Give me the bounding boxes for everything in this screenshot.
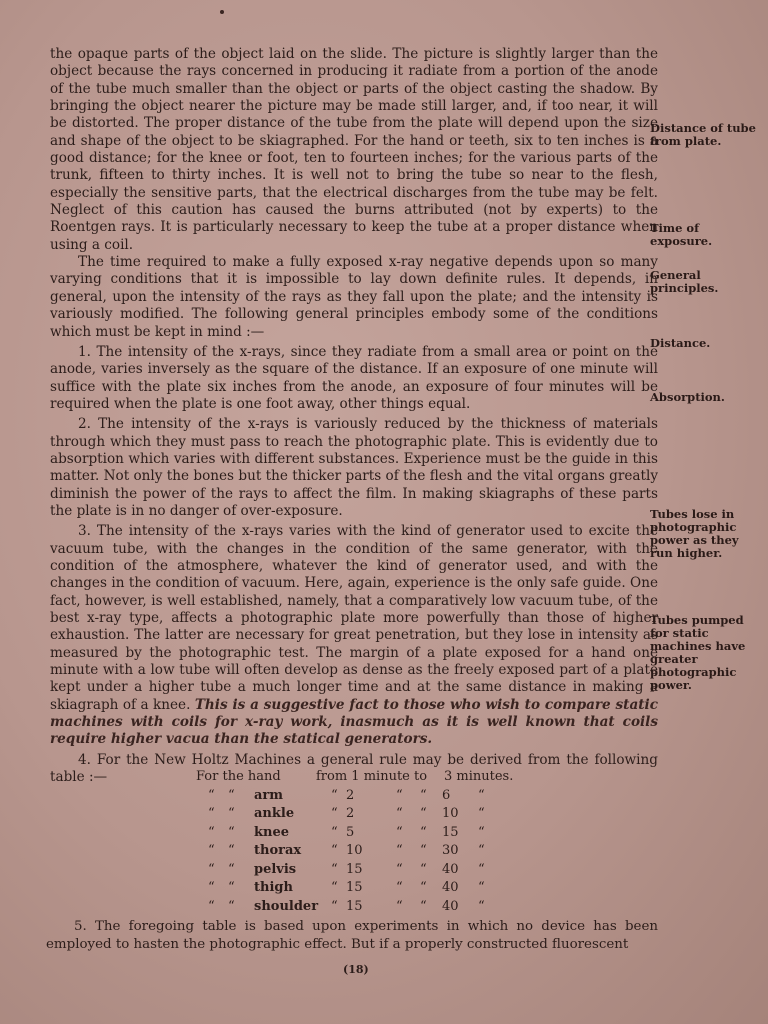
body-text [50, 46, 658, 786]
margin-note-distance: Distance. [650, 336, 711, 350]
principle-3-text: 3. The intensity of the x-rays varies with the kind of generator used to excite the vacuum tube, with the changes in the condition of the same generator, with the condition of the atmosphere, whatever the kind of generator used, and with the changes in the condition of vacuum. Here, again, experience is the only safe guide. One fact, however, is well established, namely, that a comparatively low vacuum tube, of the best x-ray type, affects a photographic plate more powerfully than those of higher exhaustion. The latter are necessary for great penetration, but they lose in intensity as measured by the photographic test. The margin of a plate exposed for a hand one minute with a low tube will often develop as dense as the freely exposed part of a plate kept under a higher tube a much longer time and at the same distance in making a skiagraph of a knee. [50, 523, 658, 713]
ditto-mark: “ [331, 861, 338, 877]
margin-note-general-principles: General principles. [650, 268, 719, 295]
paragraph-principle-5: 5. The foregoing table is based upon experiments in which no device has been employed to hasten the photographic effect. But if a properly constructed fluorescent [46, 919, 658, 952]
ditto-mark: “ [228, 843, 235, 858]
ditto-mark: “ [396, 824, 403, 840]
ditto-mark: “ [228, 861, 235, 877]
ditto-mark: “ [396, 787, 403, 803]
ditto-mark: “ [208, 861, 215, 877]
ditto-mark: “ [420, 861, 427, 877]
ditto-mark: “ [420, 806, 427, 821]
ditto-mark: “ [478, 806, 485, 821]
paragraph-principle-4: 4. For the New Holtz Machines a general rule may be derived from the following table :— [50, 751, 658, 786]
minutes-to: 6 [442, 787, 451, 803]
ditto-mark: “ [208, 880, 215, 895]
page-number: (18) [343, 963, 369, 976]
body-part: knee [254, 824, 290, 840]
minutes-from: 10 [346, 843, 363, 858]
minutes-from: 15 [346, 861, 363, 877]
table-header-to: 3 minutes. [444, 769, 514, 784]
minutes-from: 5 [346, 824, 355, 840]
paragraph-principle-2: 2. The intensity of the x-rays is variously reduced by the thickness of materials through which they must pass to reach the photographic plate. This is evidently due to absorption which varies with different substances. Experience must be the guide in this matter. Not only the bones but the thicker parts of the flesh and the vital organs greatly diminish the power of the rays to affect the film. In making skiagraphs of these parts the plate is in no danger of over-exposure. [50, 416, 658, 519]
minutes-to: 40 [442, 861, 459, 877]
ditto-mark: “ [331, 824, 338, 840]
ditto-mark: “ [396, 806, 403, 821]
ditto-mark: “ [228, 787, 235, 803]
paragraph-principle-1: 1. The intensity of the x-rays, since they radiate from a small area or point on the anode, varies inversely as the square of the distance. If an exposure of one minute will suffice with the plate six inches from the anode, an exposure of four minutes will be required when the plate is one foot away, other things equal. [50, 343, 658, 412]
ditto-mark: “ [478, 861, 485, 877]
body-part: pelvis [254, 861, 297, 877]
margin-note-tubes-pumped-static: Tubes pumped for static machines have greater photographic power. [650, 613, 746, 692]
ditto-mark: “ [228, 806, 235, 821]
table-header-label: For the hand [196, 769, 281, 784]
ditto-mark: “ [208, 824, 215, 840]
body-part: ankle [254, 806, 295, 821]
ditto-mark: “ [396, 843, 403, 858]
minutes-to: 40 [442, 880, 459, 895]
ditto-mark: “ [331, 880, 338, 895]
ditto-mark: “ [208, 898, 215, 914]
ditto-mark: “ [208, 806, 215, 821]
minutes-from: 15 [346, 898, 363, 914]
minutes-from: 2 [346, 787, 355, 803]
minutes-to: 15 [442, 824, 459, 840]
body-part: arm [254, 787, 284, 803]
ditto-mark: “ [478, 843, 485, 858]
ditto-mark: “ [478, 824, 485, 840]
tail-text [46, 918, 658, 953]
minutes-from: 15 [346, 880, 363, 895]
minutes-to: 40 [442, 898, 459, 914]
ditto-mark: “ [420, 787, 427, 803]
body-part: shoulder [254, 898, 319, 914]
ditto-mark: “ [420, 898, 427, 914]
minutes-from: 2 [346, 806, 355, 821]
paragraph-principle-3 [50, 523, 658, 748]
table-header-from: from 1 minute to [316, 769, 428, 784]
minutes-to: 10 [442, 806, 459, 821]
ditto-mark: “ [228, 898, 235, 914]
ditto-mark: “ [228, 824, 235, 840]
ditto-mark: “ [396, 898, 403, 914]
page-speck [220, 10, 224, 14]
ditto-mark: “ [396, 861, 403, 877]
margin-note-absorption: Absorption. [650, 390, 725, 404]
ditto-mark: “ [420, 880, 427, 895]
minutes-to: 30 [442, 843, 459, 858]
ditto-mark: “ [420, 824, 427, 840]
body-part: thigh [254, 880, 293, 895]
ditto-mark: “ [420, 843, 427, 858]
ditto-mark: “ [478, 787, 485, 803]
ditto-mark: “ [331, 806, 338, 821]
ditto-mark: “ [208, 787, 215, 803]
paragraph-tube-distance: the opaque parts of the object laid on the slide. The picture is slightly larger than the object because the rays concerned in producing it radiate from a portion of the anode of the tube much smaller than the object or parts of the object casting the shadow. By bringing the object nearer the picture may be made still larger, and, if too near, it will be distorted. The proper distance of the tube from the plate will depend upon the size and shape of the object to be skiagraphed. For the hand or teeth, six to ten inches is a good distance; for the knee or foot, ten to fourteen inches; for the various parts of the trunk, fifteen to thirty inches. It is well not to bring the tube so near to the flesh, especially the sensitive parts, that the electrical discharges from the tube may be felt. Neglect of this caution has caused the burns attributed (not by experts) to the Roentgen rays. It is particularly necessary to keep the tube at a proper distance when using a coil. [50, 46, 658, 253]
ditto-mark: “ [331, 843, 338, 858]
ditto-mark: “ [228, 880, 235, 895]
ditto-mark: “ [396, 880, 403, 895]
paragraph-exposure-time: The time required to make a fully exposed x-ray negative depends upon so many varying conditions that it is impossible to lay down definite rules. It depends, in general, upon the intensity of the rays as they fall upon the plate; and the intensity is variously modified. The following general principles embody some of the conditions which must be kept in mind :— [50, 254, 658, 340]
margin-note-distance-of-tube: Distance of tube from plate. [650, 121, 756, 148]
body-part: thorax [254, 843, 302, 858]
ditto-mark: “ [331, 898, 338, 914]
ditto-mark: “ [331, 787, 338, 803]
margin-note-time-of-exposure: Time of exposure. [650, 221, 713, 248]
ditto-mark: “ [478, 898, 485, 914]
ditto-mark: “ [208, 843, 215, 858]
ditto-mark: “ [478, 880, 485, 895]
principle-3-italic: This is a suggestive fact to those who wish to compare static machines with coils for x-ray work, inasmuch as it is well known that coils require higher vacua than the statical generators. [50, 696, 658, 748]
margin-note-tubes-lose-power: Tubes lose in photographic power as they run higher. [650, 507, 739, 560]
